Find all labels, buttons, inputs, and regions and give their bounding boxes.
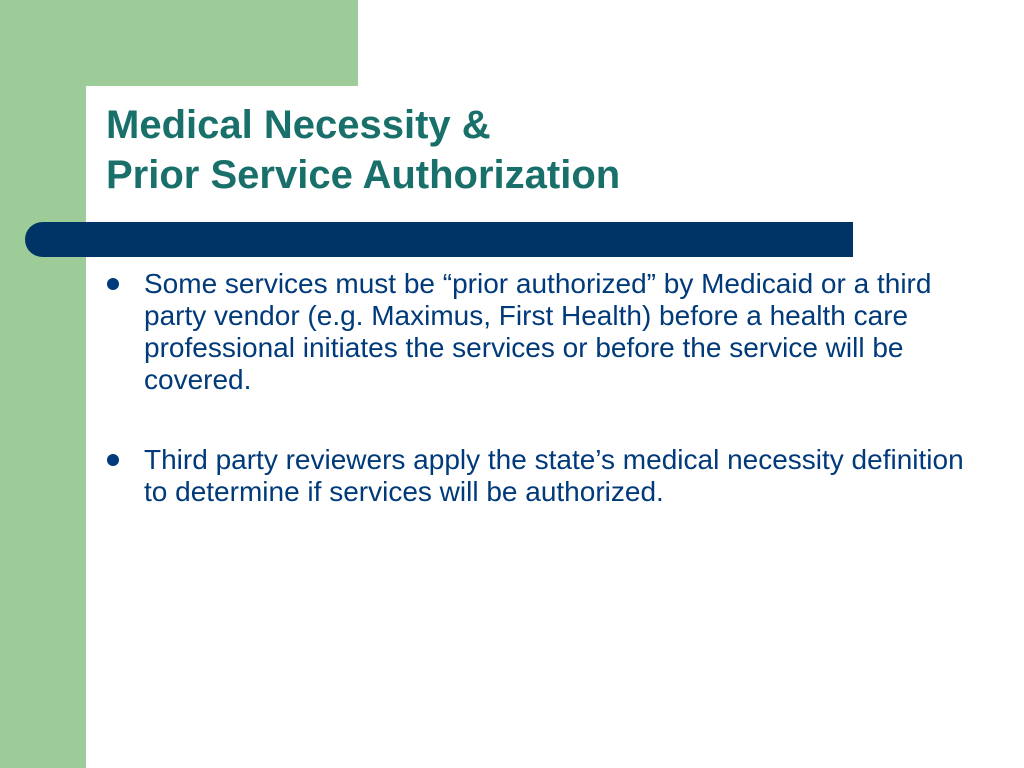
bullet-item-medical-necessity — [105, 444, 965, 508]
bullet-dot-icon — [107, 454, 119, 466]
bullet-item-prior-authorization — [105, 268, 965, 396]
slide-title — [106, 100, 866, 200]
bullet-dot-icon — [107, 278, 119, 290]
left-green-band — [0, 0, 86, 768]
bullet-text: Third party reviewers apply the state’s medical necessity definition to determine if services will be authorized. — [144, 444, 964, 507]
bullet-text: Some services must be “prior authorized” by Medicaid or a third party vendor (e.g. Maximus, First Health) before a health care professional initiates the services or before the service will be covered. — [144, 268, 932, 395]
bullet-list — [105, 268, 965, 556]
top-green-band — [0, 0, 358, 86]
title-divider-bar — [25, 222, 853, 257]
slide-title-line-2: Prior Service Authorization — [106, 153, 621, 197]
slide-title-line-1: Medical Necessity & — [106, 103, 491, 147]
